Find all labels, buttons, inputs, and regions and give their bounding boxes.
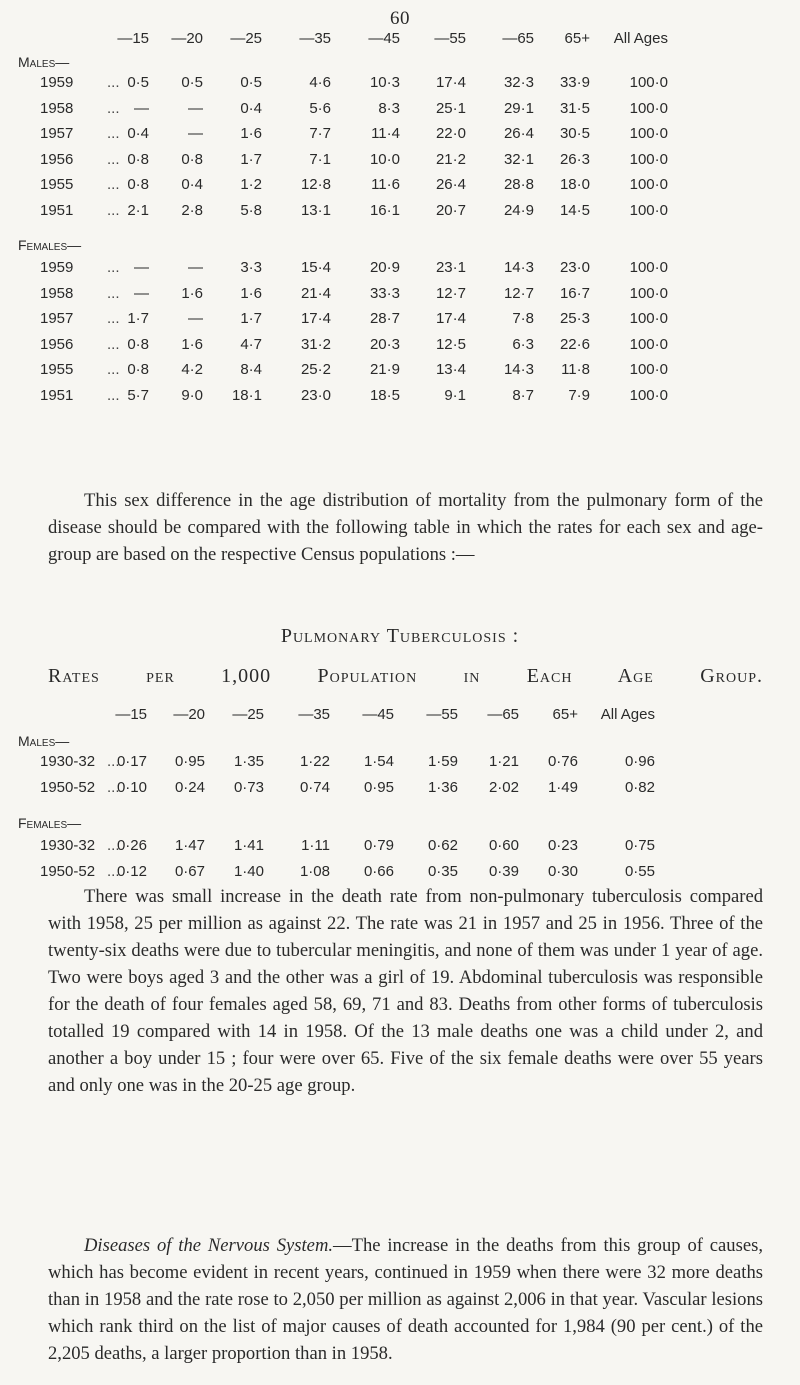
table-cell: 0·8 bbox=[127, 176, 149, 193]
table-cell: 17·4 bbox=[435, 310, 466, 327]
table-cell: 0·73 bbox=[233, 779, 264, 796]
table-cell: 20·7 bbox=[435, 201, 466, 219]
table-cell: 14·3 bbox=[503, 259, 534, 276]
table-cell: 8·4 bbox=[240, 361, 262, 378]
table-cell: 31·2 bbox=[300, 335, 331, 353]
table-cell: 17·4 bbox=[435, 74, 466, 91]
table-row bbox=[0, 779, 800, 805]
table-cell: 1·11 bbox=[301, 837, 330, 854]
table-cell: 23·0 bbox=[300, 386, 331, 404]
table-cell: 28·7 bbox=[369, 310, 400, 327]
table-cell: 0·35 bbox=[427, 863, 458, 880]
table-cell: — bbox=[188, 259, 203, 276]
table-row bbox=[0, 100, 800, 126]
table-cell: — bbox=[134, 284, 149, 302]
page-number: 60 bbox=[390, 8, 410, 29]
table-cell: 100·0 bbox=[629, 176, 668, 193]
table-cell: 100·0 bbox=[629, 150, 668, 168]
table-cell: 11·6 bbox=[371, 176, 400, 193]
table-cell: 15·4 bbox=[300, 259, 331, 276]
leader-dots: ... bbox=[107, 386, 120, 404]
table-cell: 21·4 bbox=[300, 284, 331, 302]
table-row bbox=[0, 310, 800, 336]
leader-dots: ... bbox=[107, 99, 120, 117]
table-cell: 18·1 bbox=[231, 386, 262, 404]
table-cell: 10·3 bbox=[369, 74, 400, 91]
table-cell: 12·7 bbox=[435, 284, 466, 302]
table-cell: 16·7 bbox=[559, 284, 590, 302]
table-cell: 7·7 bbox=[309, 125, 331, 142]
table-cell: 0·8 bbox=[127, 150, 149, 168]
table-cell: 28·8 bbox=[503, 176, 534, 193]
table-cell: 0·23 bbox=[547, 837, 578, 854]
table-cell: 0·4 bbox=[240, 99, 262, 117]
table-cell: 20·3 bbox=[369, 335, 400, 353]
table-cell: 23·1 bbox=[435, 259, 466, 276]
table-cell: 2·1 bbox=[127, 201, 149, 219]
leader-dots: ... bbox=[107, 779, 120, 796]
table-cell: 7·9 bbox=[568, 386, 590, 404]
row-year: 1930-32 bbox=[40, 837, 96, 854]
table-cell: 6·3 bbox=[512, 335, 534, 353]
table-cell: 0·8 bbox=[181, 150, 203, 168]
column-header: —15 bbox=[117, 30, 149, 47]
column-header: —15 bbox=[115, 706, 147, 723]
table-cell: 21·9 bbox=[369, 361, 400, 378]
table-row bbox=[0, 285, 800, 311]
table-cell: — bbox=[188, 310, 203, 327]
row-year: 1955 bbox=[40, 361, 74, 378]
table-cell: 100·0 bbox=[629, 386, 668, 404]
table-cell: 14·5 bbox=[559, 201, 590, 219]
paragraph-sex-difference bbox=[48, 487, 763, 568]
column-header: —65 bbox=[487, 706, 519, 723]
table-cell: 31·5 bbox=[559, 99, 590, 117]
leader-dots: ... bbox=[107, 201, 120, 219]
table-cell: 25·3 bbox=[559, 310, 590, 327]
table-cell: 0·24 bbox=[174, 779, 205, 796]
mortality-distribution-table bbox=[0, 30, 800, 412]
table-cell: — bbox=[188, 99, 203, 117]
table-cell: 22·0 bbox=[435, 125, 466, 142]
table-cell: 5·7 bbox=[127, 386, 149, 404]
table-cell: 33·3 bbox=[369, 284, 400, 302]
table-header-row bbox=[0, 706, 800, 731]
table-row bbox=[0, 74, 800, 100]
table-cell: 22·6 bbox=[559, 335, 590, 353]
table-row bbox=[0, 259, 800, 285]
table-cell: 8·7 bbox=[512, 386, 534, 404]
table-cell: 0·5 bbox=[181, 74, 203, 91]
table-cell: 1·7 bbox=[240, 310, 262, 327]
table-cell: 100·0 bbox=[629, 310, 668, 327]
leader-dots: ... bbox=[107, 361, 120, 378]
table-cell: 11·4 bbox=[371, 125, 400, 142]
table-cell: 100·0 bbox=[629, 361, 668, 378]
table-cell: 1·6 bbox=[181, 284, 203, 302]
leader-dots: ... bbox=[107, 150, 120, 168]
table-cell: 0·74 bbox=[299, 779, 330, 796]
column-header: —55 bbox=[426, 706, 458, 723]
group-label: Males— bbox=[18, 733, 70, 749]
table-cell: 1·6 bbox=[240, 284, 262, 302]
column-header: All Ages bbox=[600, 706, 655, 723]
table-cell: 1·35 bbox=[233, 753, 264, 770]
table-cell: 9·1 bbox=[444, 386, 466, 404]
table-cell: 26·3 bbox=[559, 150, 590, 168]
table-cell: 0·4 bbox=[127, 125, 149, 142]
table-cell: 4·6 bbox=[309, 74, 331, 91]
row-year: 1956 bbox=[40, 335, 74, 353]
section-heading: Diseases of the Nervous System. bbox=[84, 1235, 334, 1256]
table-cell: 0·5 bbox=[127, 74, 149, 91]
table-cell: 1·7 bbox=[127, 310, 149, 327]
table-cell: 1·2 bbox=[240, 176, 262, 193]
table-cell: 0·60 bbox=[488, 837, 519, 854]
table-cell: 24·9 bbox=[503, 201, 534, 219]
table-cell: 0·66 bbox=[363, 863, 394, 880]
table-cell: 33·9 bbox=[559, 74, 590, 91]
table-cell: 100·0 bbox=[629, 125, 668, 142]
row-year: 1958 bbox=[40, 99, 74, 117]
table-cell: — bbox=[188, 125, 203, 142]
table-cell: 1·08 bbox=[299, 863, 330, 880]
row-year: 1955 bbox=[40, 176, 74, 193]
row-year: 1959 bbox=[40, 74, 74, 91]
table-cell: 32·1 bbox=[503, 150, 534, 168]
leader-dots: ... bbox=[107, 837, 120, 854]
table-cell: 0·17 bbox=[116, 753, 147, 770]
column-header: —55 bbox=[434, 30, 466, 47]
table-cell: 1·41 bbox=[233, 837, 264, 854]
table-cell: 0·62 bbox=[427, 837, 458, 854]
leader-dots: ... bbox=[107, 753, 120, 770]
table-cell: 4·7 bbox=[240, 335, 262, 353]
leader-dots: ... bbox=[107, 74, 120, 91]
table-cell: — bbox=[134, 259, 149, 276]
table-row bbox=[0, 202, 800, 228]
table-cell: 100·0 bbox=[629, 259, 668, 276]
table-row bbox=[0, 336, 800, 362]
table-cell: 1·40 bbox=[233, 863, 264, 880]
paragraph-nervous-system bbox=[48, 1232, 763, 1367]
table-cell: 12·8 bbox=[300, 176, 331, 193]
table-cell: 18·5 bbox=[369, 386, 400, 404]
table-cell: 0·95 bbox=[174, 753, 205, 770]
table-cell: 100·0 bbox=[629, 335, 668, 353]
table-cell: 0·8 bbox=[127, 335, 149, 353]
paragraph-text: This sex difference in the age distribution of mortality from the pulmonary form of the disease should be compared with the following table in which the rates for each sex and age-group are based on the respective Census populations :— bbox=[48, 490, 763, 565]
table-cell: 0·95 bbox=[363, 779, 394, 796]
table-cell: 1·36 bbox=[427, 779, 458, 796]
table-row bbox=[0, 176, 800, 202]
row-year: 1958 bbox=[40, 284, 74, 302]
group-label: Females— bbox=[18, 237, 82, 253]
table-cell: 1·49 bbox=[547, 779, 578, 796]
paragraph-text: There was small increase in the death rate from non-pulmonary tuberculosis compared with 1958, 25 per million as against 22. The rate was 21 in 1957 and 25 in 1956. Three of the twenty-six deaths were due to tubercular meningitis, and none of them was under 1 year of age. Two were boys aged 3 and the other was a girl of 19. Abdominal tuberculosis was responsible for the death of four females aged 58, 69, 71 and 83. Deaths from other forms of tuberculosis totalled 19 compared with 14 in 1958. Of the 13 male deaths one was a child under 2, and another a boy under 15 ; four were over 65. Five of the six female deaths were over 55 years and only one was in the 20-25 age group. bbox=[48, 886, 763, 1096]
table-cell: 1·59 bbox=[427, 753, 458, 770]
table-cell: 10·0 bbox=[369, 150, 400, 168]
table-cell: 5·8 bbox=[240, 201, 262, 219]
section-body: —The increase in the deaths from this group of causes, which has become evident in recent years, continued in 1959 when there were 32 more deaths than in 1958 and the rate rose to 2,050 per million as against 2,006 in that year. Vascular lesions which rank third on the list of major causes of death accounted for 1,984 (90 per cent.) of the 2,205 deaths, a larger proportion than in 1958. bbox=[48, 1235, 763, 1364]
table-cell: 0·4 bbox=[181, 176, 203, 193]
column-header: —35 bbox=[298, 706, 330, 723]
table-cell: 1·6 bbox=[240, 125, 262, 142]
table-cell: 4·2 bbox=[181, 361, 203, 378]
table-cell: 1·7 bbox=[240, 150, 262, 168]
table-cell: 29·1 bbox=[503, 99, 534, 117]
table-cell: 26·4 bbox=[435, 176, 466, 193]
table-cell: 1·6 bbox=[181, 335, 203, 353]
table-cell: 25·1 bbox=[435, 99, 466, 117]
table-cell: 26·4 bbox=[503, 125, 534, 142]
row-year: 1957 bbox=[40, 125, 74, 142]
table-cell: 100·0 bbox=[629, 284, 668, 302]
column-header: —45 bbox=[368, 30, 400, 47]
table-cell: 12·5 bbox=[435, 335, 466, 353]
leader-dots: ... bbox=[107, 176, 120, 193]
table-cell: 13·4 bbox=[435, 361, 466, 378]
table-cell: 0·12 bbox=[116, 863, 147, 880]
table-cell: 0·79 bbox=[363, 837, 394, 854]
paragraph-non-pulmonary bbox=[48, 883, 763, 1099]
row-year: 1959 bbox=[40, 259, 74, 276]
table-cell: 12·7 bbox=[503, 284, 534, 302]
leader-dots: ... bbox=[107, 259, 120, 276]
table-cell: 2·8 bbox=[181, 201, 203, 219]
table-cell: 11·8 bbox=[561, 361, 590, 378]
row-year: 1950-52 bbox=[40, 863, 96, 880]
table-cell: 0·10 bbox=[116, 779, 147, 796]
paragraph-text bbox=[48, 1232, 763, 1367]
table-row bbox=[0, 387, 800, 413]
leader-dots: ... bbox=[107, 335, 120, 353]
table-row bbox=[0, 151, 800, 177]
row-year: 1956 bbox=[40, 150, 74, 168]
column-header: —25 bbox=[230, 30, 262, 47]
table-cell: 100·0 bbox=[629, 99, 668, 117]
table-cell: 1·22 bbox=[299, 753, 330, 770]
table-header-row bbox=[0, 30, 800, 52]
table-row bbox=[0, 837, 800, 863]
table-row bbox=[0, 125, 800, 151]
table-cell: 0·82 bbox=[624, 779, 655, 796]
table-cell: 20·9 bbox=[369, 259, 400, 276]
table-cell: 0·26 bbox=[116, 837, 147, 854]
column-header: All Ages bbox=[613, 30, 668, 47]
column-header: —45 bbox=[362, 706, 394, 723]
table-cell: 3·3 bbox=[240, 259, 262, 276]
table2-title: Pulmonary Tuberculosis : bbox=[280, 625, 520, 647]
table-cell: 23·0 bbox=[559, 259, 590, 276]
table-cell: 0·76 bbox=[547, 753, 578, 770]
leader-dots: ... bbox=[107, 125, 120, 142]
table-cell: 2·02 bbox=[488, 779, 519, 796]
rates-per-1000-table bbox=[0, 706, 800, 889]
table-cell: 21·2 bbox=[435, 150, 466, 168]
table-cell: 18·0 bbox=[559, 176, 590, 193]
table2-subtitle: Rates per 1,000 Population in Each Age Group. bbox=[48, 665, 763, 687]
table-cell: 9·0 bbox=[181, 386, 203, 404]
row-year: 1950-52 bbox=[40, 779, 96, 796]
column-header: 65+ bbox=[564, 30, 590, 47]
table-cell: 16·1 bbox=[369, 201, 400, 219]
table-cell: 5·6 bbox=[309, 99, 331, 117]
table-cell: 1·21 bbox=[488, 753, 519, 770]
table-cell: 25·2 bbox=[300, 361, 331, 378]
table-cell: 32·3 bbox=[503, 74, 534, 91]
table-row bbox=[0, 753, 800, 779]
column-header: 65+ bbox=[552, 706, 578, 723]
table-cell: 0·67 bbox=[174, 863, 205, 880]
leader-dots: ... bbox=[107, 310, 120, 327]
table-cell: 0·55 bbox=[624, 863, 655, 880]
table-cell: 100·0 bbox=[629, 74, 668, 91]
column-header: —20 bbox=[171, 30, 203, 47]
table-cell: — bbox=[134, 99, 149, 117]
table-cell: 13·1 bbox=[300, 201, 331, 219]
table-cell: 7·1 bbox=[309, 150, 331, 168]
table-cell: 0·96 bbox=[624, 753, 655, 770]
column-header: —20 bbox=[173, 706, 205, 723]
table-cell: 0·75 bbox=[624, 837, 655, 854]
table-cell: 100·0 bbox=[629, 201, 668, 219]
group-label: Males— bbox=[18, 54, 70, 70]
table-cell: 1·54 bbox=[363, 753, 394, 770]
row-year: 1951 bbox=[40, 386, 74, 404]
table-cell: 0·5 bbox=[240, 74, 262, 91]
column-header: —65 bbox=[502, 30, 534, 47]
table-cell: 30·5 bbox=[559, 125, 590, 142]
row-year: 1957 bbox=[40, 310, 74, 327]
column-header: —35 bbox=[299, 30, 331, 47]
column-header: —25 bbox=[232, 706, 264, 723]
row-year: 1930-32 bbox=[40, 753, 96, 770]
table-cell: 17·4 bbox=[300, 310, 331, 327]
table-cell: 14·3 bbox=[503, 361, 534, 378]
table-cell: 1·47 bbox=[174, 837, 205, 854]
row-year: 1951 bbox=[40, 201, 74, 219]
leader-dots: ... bbox=[107, 284, 120, 302]
leader-dots: ... bbox=[107, 863, 120, 880]
table-cell: 8·3 bbox=[378, 99, 400, 117]
table-row bbox=[0, 361, 800, 387]
table-cell: 0·30 bbox=[547, 863, 578, 880]
table-cell: 7·8 bbox=[512, 310, 534, 327]
table-cell: 0·39 bbox=[488, 863, 519, 880]
table-cell: 0·8 bbox=[127, 361, 149, 378]
group-label: Females— bbox=[18, 815, 82, 831]
